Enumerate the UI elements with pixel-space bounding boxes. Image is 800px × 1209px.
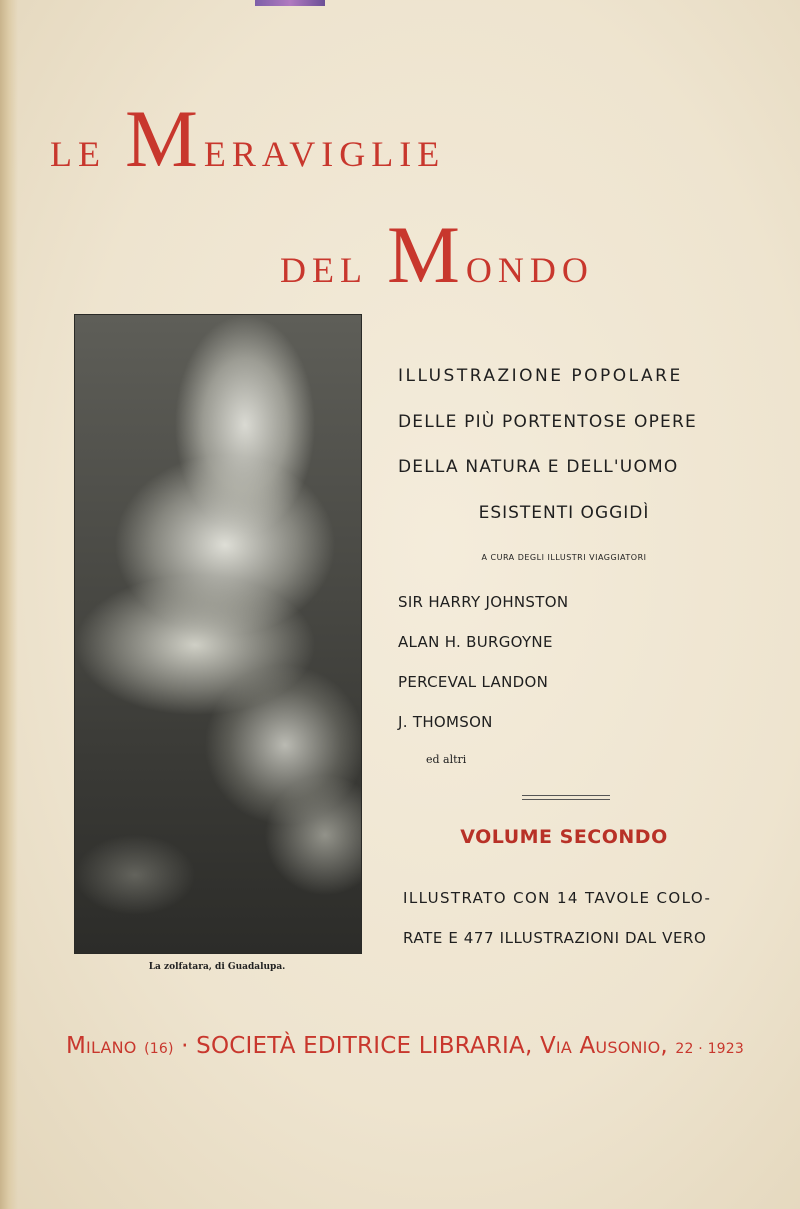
- subtitle-line-4: ESISTENTI OGGIDÌ: [478, 503, 650, 523]
- subtitle-line-3: DELLA NATURA E DELL'UOMO: [398, 457, 679, 477]
- illustrations-line-1: ILLUSTRATO CON 14 TAVOLE COLO-: [403, 889, 712, 907]
- publisher-imprint: [66, 1033, 746, 1059]
- author-3: PERCEVAL LANDON: [398, 673, 549, 691]
- others-note: ed altri: [426, 753, 467, 766]
- subtitle-line-2: DELLE PIÙ PORTENTOSE OPERE: [398, 412, 697, 432]
- author-2: ALAN H. BURGOYNE: [398, 633, 553, 651]
- title-eraviglie: eraviglie: [203, 121, 446, 178]
- volcano-smoke-photo: [74, 314, 362, 954]
- imprint-publisher: · SOCIETÀ EDITRICE LIBRARIA,: [181, 1033, 533, 1059]
- imprint-address: Via Ausonio,: [539, 1033, 668, 1059]
- volume-label: VOLUME SECONDO: [460, 826, 668, 848]
- title-ondo: ondo: [465, 237, 594, 294]
- title-mondo-m: M: [386, 209, 466, 300]
- illustrations-line-2: RATE E 477 ILLUSTRAZIONI DAL VERO: [403, 929, 707, 947]
- author-1: SIR HARRY JOHNSTON: [398, 593, 569, 611]
- subtitle-line-1: ILLUSTRAZIONE POPOLARE: [398, 366, 683, 386]
- book-gutter: [0, 0, 18, 1209]
- bookmark-strip: [255, 0, 325, 6]
- editors-intro: A CURA DEGLI ILLUSTRI VIAGGIATORI: [481, 553, 647, 562]
- title-m: M: [124, 93, 204, 184]
- imprint-city: Milano: [66, 1033, 137, 1059]
- title-line-1: [50, 92, 750, 186]
- author-4: J. THOMSON: [398, 713, 493, 731]
- title-del: del: [280, 237, 387, 294]
- photo-caption: La zolfatara, di Guadalupa.: [148, 962, 286, 972]
- imprint-district: (16): [144, 1041, 174, 1057]
- title-le: le: [50, 121, 125, 178]
- imprint-number-year: 22 · 1923: [675, 1041, 745, 1057]
- double-rule-divider: [522, 795, 610, 800]
- title-line-2: [280, 208, 740, 302]
